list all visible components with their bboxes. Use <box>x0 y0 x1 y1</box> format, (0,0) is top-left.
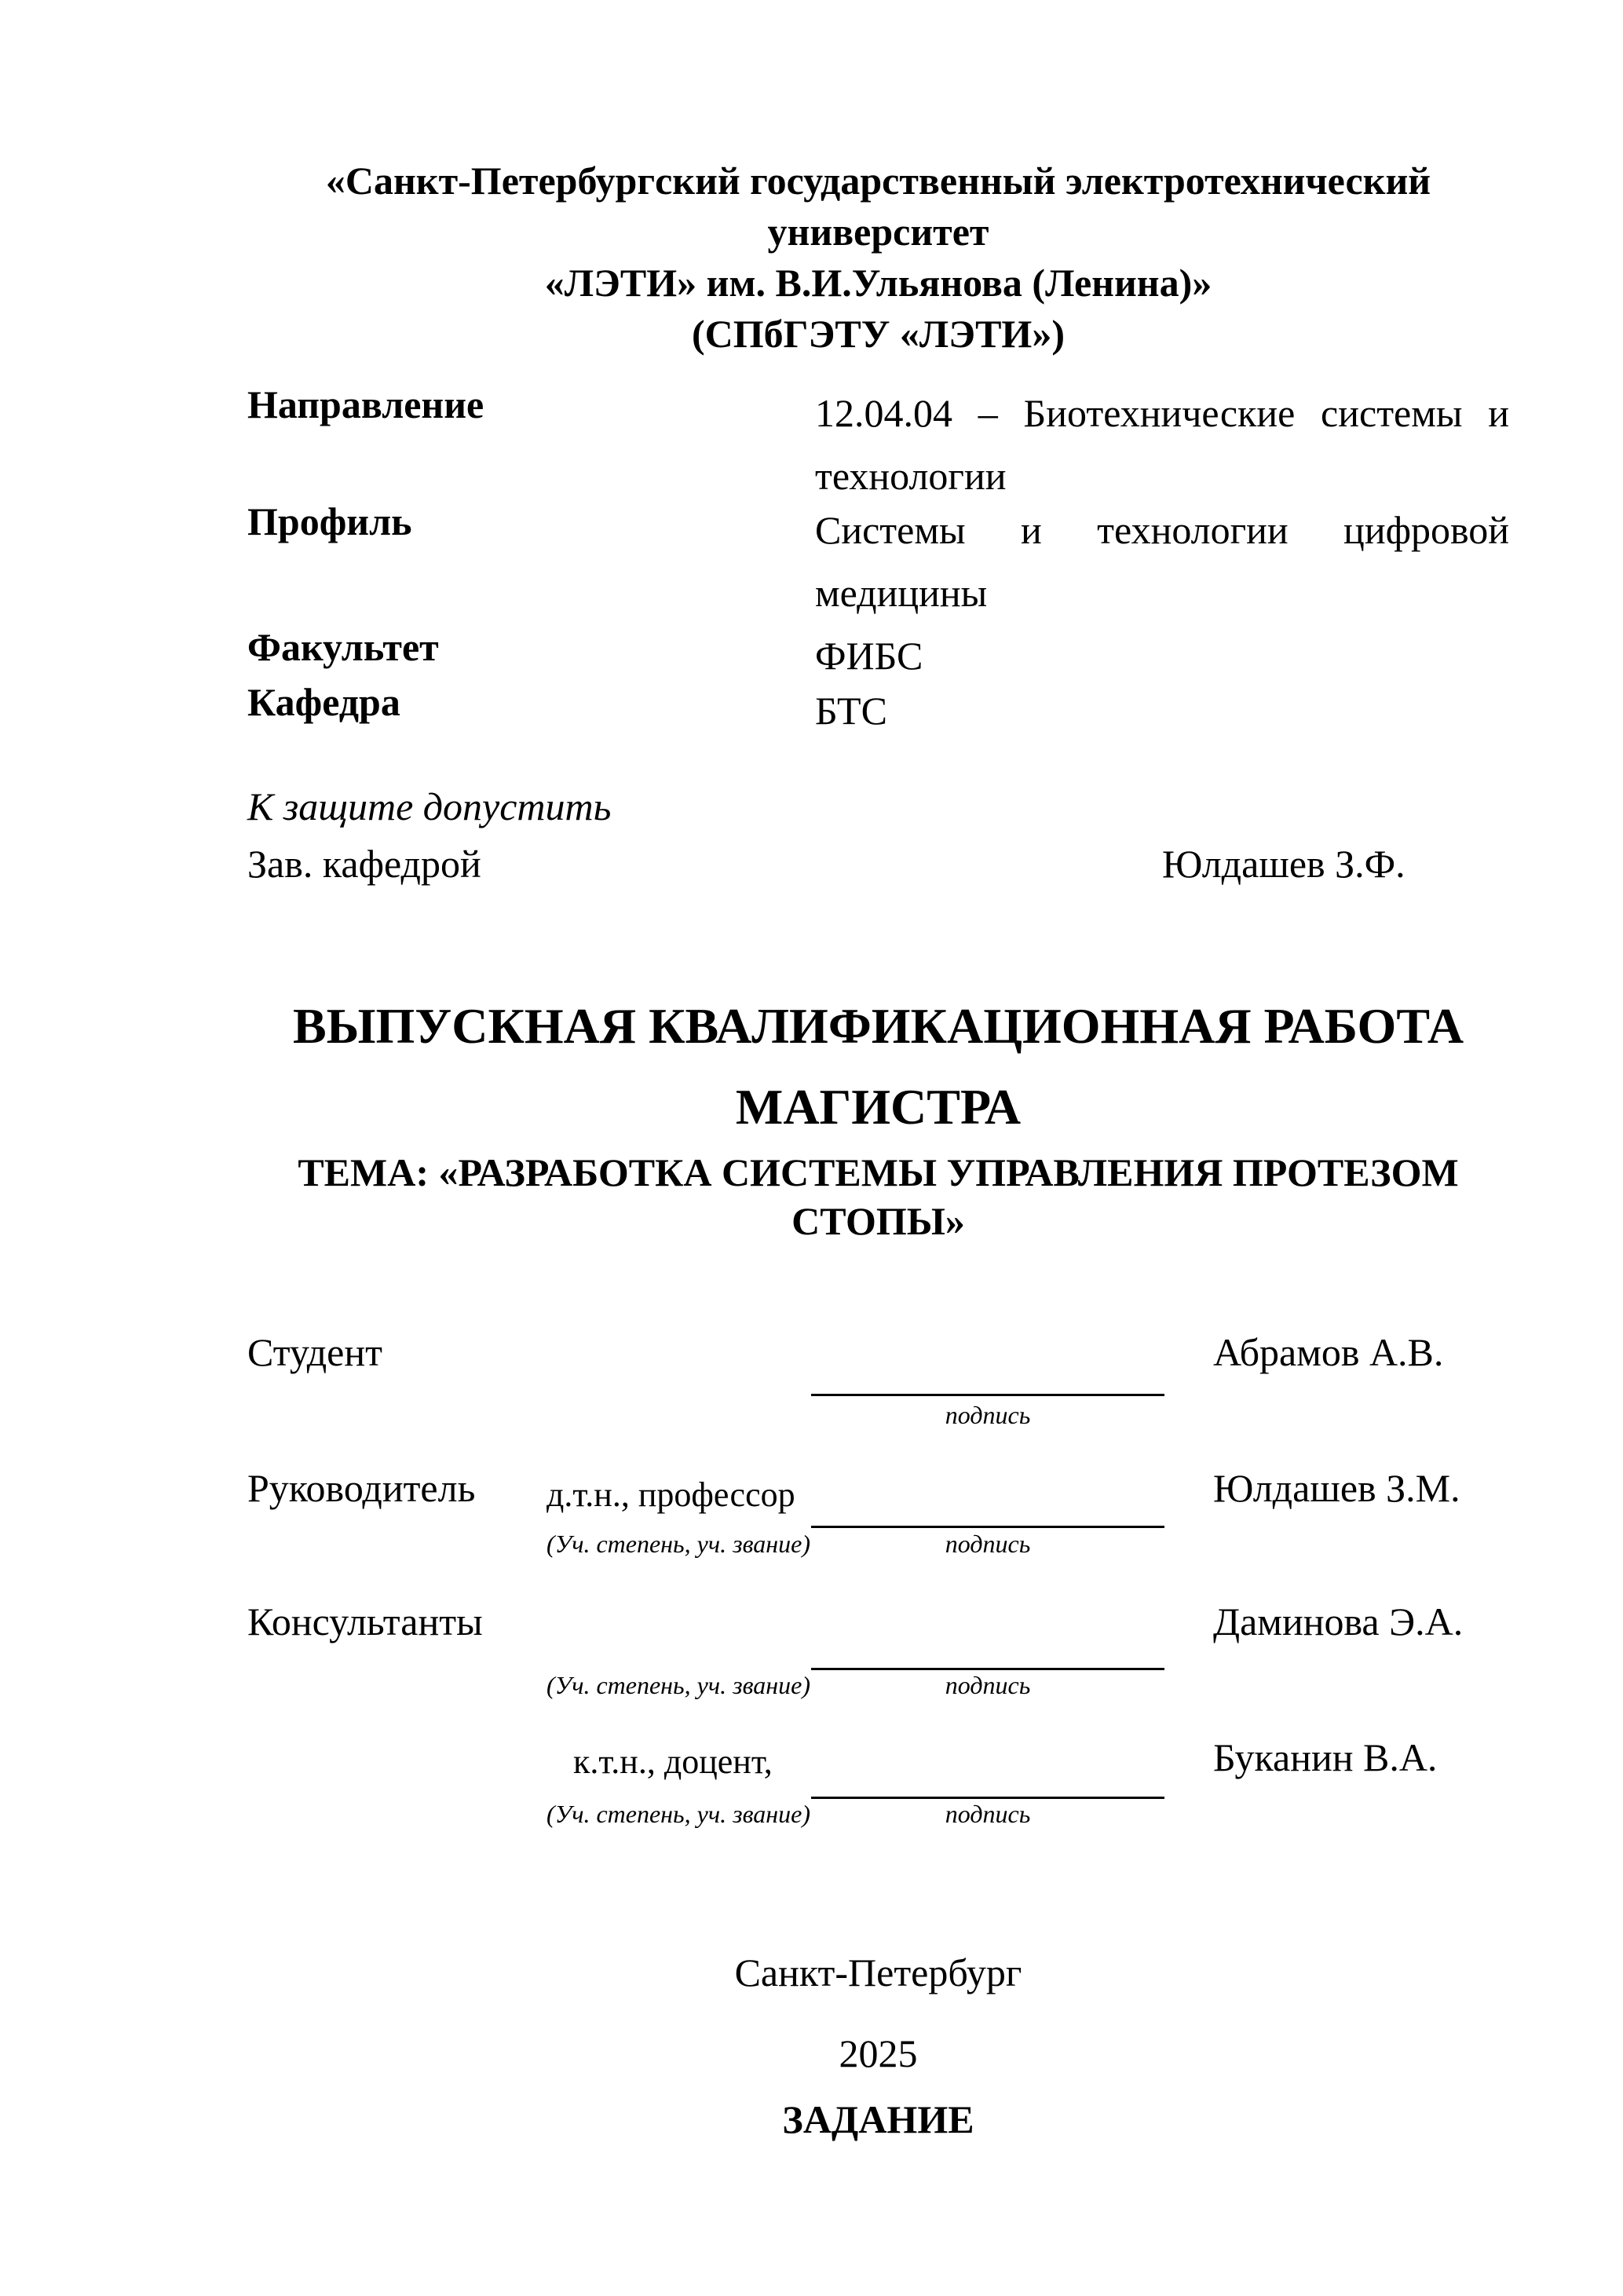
field-value-department <box>815 679 1509 742</box>
main-title <box>247 985 1509 1147</box>
theme-title-line: ТЕМА: «РАЗРАБОТКА СИСТЕМЫ УПРАВЛЕНИЯ ПРОТЕЗОМ <box>298 1150 1459 1194</box>
degree-caption: (Уч. степень, уч. звание) <box>546 1800 810 1828</box>
signature-role: Консультанты <box>247 1600 483 1643</box>
signature-name: Юлдашев З.М. <box>1213 1466 1460 1510</box>
admission-note: К защите допустить <box>247 784 612 828</box>
footer-city: Санкт-Петербург <box>734 1951 1022 1994</box>
signature-name: Даминова Э.А. <box>1213 1600 1464 1643</box>
field-value-profile <box>815 499 1509 624</box>
university-header-line: «ЛЭТИ» им. В.И.Ульянова (Ленина)» <box>544 261 1212 305</box>
field-value-line: медицины <box>815 571 988 615</box>
field-label-profile: Профиль <box>247 499 412 543</box>
field-value-line: БТС <box>815 689 887 733</box>
degree-caption: (Уч. степень, уч. звание) <box>546 1530 810 1558</box>
field-label-department: Кафедра <box>247 680 400 724</box>
signature-role: Студент <box>247 1330 382 1374</box>
signature-degree: д.т.н., профессор <box>546 1475 795 1514</box>
main-title-line: ВЫПУСКНАЯ КВАЛИФИКАЦИОННАЯ РАБОТА <box>292 998 1464 1054</box>
field-label-faculty: Факультет <box>247 625 439 669</box>
footer-year: 2025 <box>839 2031 918 2075</box>
theme-title <box>247 1148 1509 1245</box>
university-header <box>247 155 1509 360</box>
signature-name: Абрамов А.В. <box>1213 1330 1444 1374</box>
theme-title-line: СТОПЫ» <box>791 1199 965 1243</box>
field-value-faculty <box>815 624 1509 687</box>
signature-line <box>811 1394 1164 1396</box>
signature-degree: к.т.н., доцент, <box>573 1742 773 1781</box>
signature-caption: подпись <box>945 1800 1031 1828</box>
admission-role: Зав. кафедрой <box>247 842 481 886</box>
signature-line <box>811 1526 1164 1528</box>
degree-caption: (Уч. степень, уч. звание) <box>546 1671 810 1699</box>
signature-role: Руководитель <box>247 1466 476 1510</box>
field-value-line: ФИБС <box>815 634 923 678</box>
admission-head-name: Юлдашев З.Ф. <box>1162 842 1406 886</box>
university-header-line: (СПбГЭТУ «ЛЭТИ») <box>692 312 1065 356</box>
signature-caption: подпись <box>945 1401 1031 1429</box>
signature-caption: подпись <box>945 1530 1031 1558</box>
signature-caption: подпись <box>945 1671 1031 1699</box>
main-title-line: МАГИСТРА <box>735 1079 1022 1135</box>
university-header-line: «Санкт-Петербургский государственный электротехнический <box>325 159 1431 203</box>
field-value-line: технологии <box>815 454 1007 498</box>
field-label-direction: Направление <box>247 382 484 426</box>
signature-line <box>811 1668 1164 1670</box>
field-value-line: Системы и технологии цифровой <box>815 508 1509 552</box>
field-value-direction <box>815 382 1509 507</box>
field-value-line: 12.04.04 – Биотехнические системы и <box>815 391 1509 435</box>
next-section-heading: ЗАДАНИЕ <box>782 2097 974 2141</box>
signature-name: Буканин В.А. <box>1213 1735 1438 1779</box>
university-header-line: университет <box>767 210 989 254</box>
signature-line <box>811 1797 1164 1799</box>
